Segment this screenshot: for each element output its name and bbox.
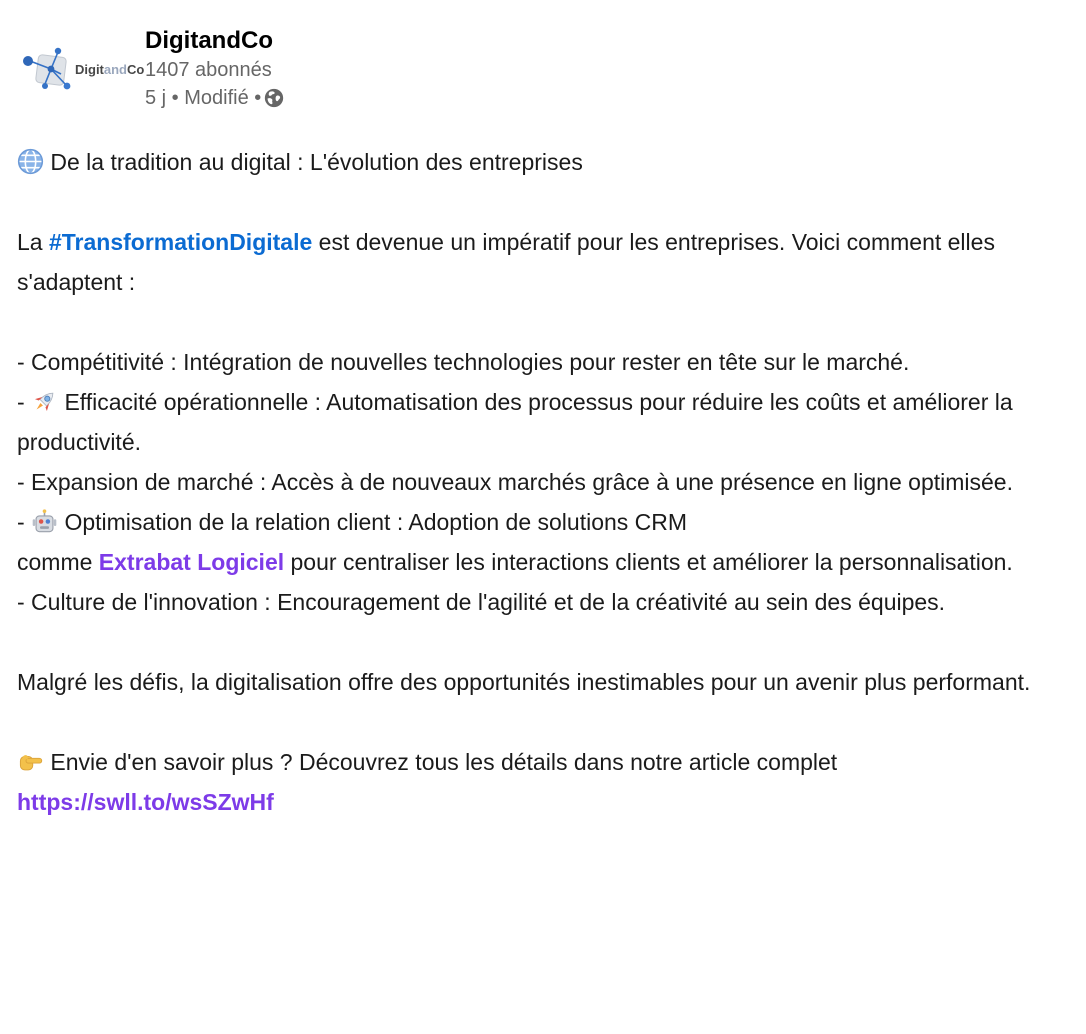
post-intro bbox=[17, 222, 1069, 302]
post-text-run: pour centraliser les interactions clients et améliorer la personnalisation. bbox=[284, 549, 1013, 575]
post-text bbox=[17, 142, 1069, 822]
globe-visibility-icon bbox=[263, 87, 285, 109]
company-logo-image bbox=[17, 43, 145, 95]
bullet-competitivite bbox=[17, 342, 1069, 382]
post-text-run: Malgré les défis, la digitalisation offre des opportunités inestimables pour un avenir plus performant. bbox=[17, 669, 1031, 695]
extrabat-logiciel-link[interactable]: Extrabat Logiciel bbox=[98, 549, 285, 575]
robot-icon bbox=[31, 508, 58, 535]
bullet-expansion bbox=[17, 462, 1069, 502]
logo-text-and: and bbox=[103, 62, 128, 77]
post-text-run: - Compétitivité : Intégration de nouvelles technologies pour rester en tête sur le marché. bbox=[17, 349, 910, 375]
company-name[interactable]: DigitandCo bbox=[145, 27, 273, 54]
post-text-run: comme bbox=[17, 549, 99, 575]
post-text-run: - bbox=[17, 389, 32, 415]
post-meta bbox=[145, 84, 285, 112]
post-text-run: Envie d'en savoir plus ? Découvrez tous les détails dans notre article complet bbox=[44, 749, 838, 775]
bullet-culture bbox=[17, 582, 1069, 622]
post-text-run: De la tradition au digital : L'évolution des entreprises bbox=[44, 149, 583, 175]
post-text-run: - bbox=[17, 509, 32, 535]
article-url-link[interactable]: https://swll.to/wsSZwHf bbox=[17, 789, 274, 815]
globe-blue-icon bbox=[17, 148, 44, 175]
rocket-icon bbox=[31, 388, 58, 415]
post-text-run: Optimisation de la relation client : Adoption de solutions CRM bbox=[58, 509, 688, 535]
followers-count: 1407 abonnés bbox=[145, 59, 272, 81]
post-meta-text: 5 j • Modifié • bbox=[145, 87, 262, 109]
logo-text-co: Co bbox=[127, 62, 145, 77]
logo-text-digit: Digit bbox=[75, 62, 104, 77]
svg-text:DigitandCo bbox=[75, 62, 144, 77]
point-right-icon bbox=[17, 748, 44, 775]
header-info bbox=[145, 26, 285, 112]
post-text-run: est devenue un impératif pour les entreprises. Voici comment elles s'adaptent : bbox=[17, 229, 995, 295]
bullet-crm-line2 bbox=[17, 542, 1069, 582]
post-text-run: Efficacité opérationnelle : Automatisation des processus pour réduire les coûts et améliorer la productivité. bbox=[17, 389, 1013, 455]
hashtag-transformation-digitale[interactable]: #TransformationDigitale bbox=[48, 229, 313, 255]
post-text-run: - Culture de l'innovation : Encouragement de l'agilité et de la créativité au sein des équipes. bbox=[17, 589, 946, 615]
post-header bbox=[17, 20, 1069, 118]
bullet-efficacite bbox=[17, 382, 1069, 462]
post-text-run: - Expansion de marché : Accès à de nouveaux marchés grâce à une présence en ligne optimisée. bbox=[17, 469, 1013, 495]
bullet-crm-line1 bbox=[17, 502, 1069, 542]
post-cta bbox=[17, 742, 1069, 822]
post-title-line bbox=[17, 142, 1069, 182]
post-text-run: La bbox=[17, 229, 49, 255]
post-conclusion bbox=[17, 662, 1069, 702]
company-logo[interactable] bbox=[17, 43, 145, 95]
